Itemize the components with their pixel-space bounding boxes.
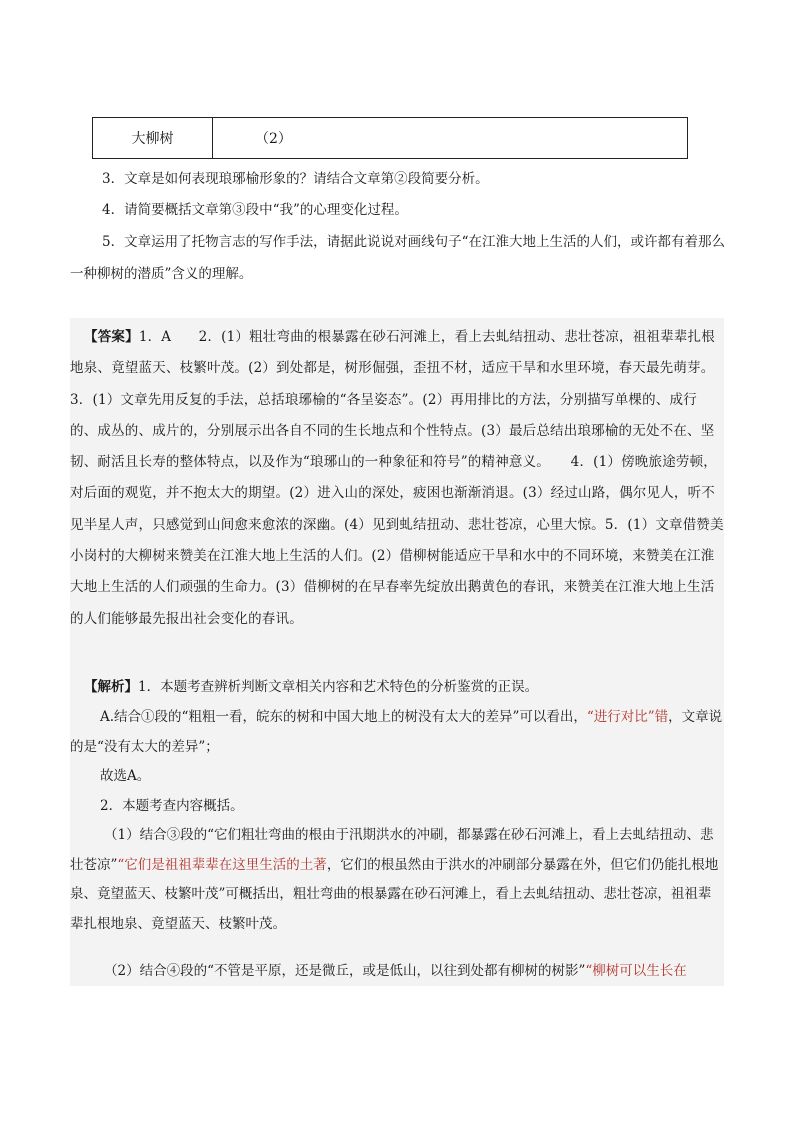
analysis-p2-text: （2）结合④段的“不管是平原，还是微丘，或是低山，以往到处都有柳树的树影”	[104, 963, 586, 979]
analysis-p2-highlight: “柳树可以生长在	[585, 963, 687, 979]
answer-text: 1．A 2．(1）粗壮弯曲的根暴露在砂石河滩上，看上去虬结扭动、悲壮苍凉，祖祖辈辈扎根地泉、竟望蓝天、枝繁叶茂。(2）到处都是，树形倔强，歪扭不材，适应干旱和水里环境，春天最先萌芽。 3．(1）文章先用反复的手法，总括琅琊榆的“各呈姿态”。(2）再用排比的方法，分别描写单棵的、成行的、成丛的、成片的，分别展示出各自不同的生长地点和个性特点。(3）最后总结出琅琊榆的无处不在、坚韧、耐活且长寿的整体特点，以及作为“琅琊山的一种象征和符号”的精神意义。 4．(1）傍晚旅途劳顿，对后面的观览，并不抱太大的期望。(2）进入山的深处，疲困也渐渐消退。(3）经过山路，偶尔见人，听不见半星人声，只感觉到山间愈来愈浓的深幽。(4）见到虬结扭动、悲壮苍凉，心里大惊。5．(1）文章借赞美小岗村的大柳树来赞美在江淮大地上生活的人们。(2）借柳树能适应干旱和水中的不同环境，来赞美在江淮大地上生活的人们顽强的生命力。(3）借柳树的在早春率先绽放出鹅黄色的春讯，来赞美在江淮大地上生活的人们能够最先报出社会变化的春讯。	[70, 329, 736, 627]
analysis-a-text-2: ，文章说的是“没有太大的差异”；	[70, 709, 723, 755]
analysis-p1-highlight: “它们是祖祖辈辈在这里生活的土著	[117, 856, 327, 873]
analysis-q2-point-2	[70, 957, 724, 987]
analysis-intro: 1．本题考查辨析判断文章相关内容和艺术特色的分析鉴赏的正误。	[138, 679, 539, 695]
analysis-q2-intro: 2．本题考查内容概括。	[100, 798, 244, 814]
analysis-p1-text: （1）结合③段的“它们粗壮弯曲的根由于汛期洪水的冲刷，都暴露在砂石河滩上，看上去虬结扭动、悲壮苍凉”	[70, 827, 714, 873]
question-5: 5．文章运用了托物言志的写作手法，请据此说说对画线句子“在江淮大地上生活的人们，或许都有着那么一种柳树的潜质”含义的理解。	[70, 234, 725, 282]
question-3: 3．文章是如何表现琅琊榆形象的？请结合文章第②段简要分析。	[102, 171, 489, 187]
analysis-option-a	[70, 703, 724, 762]
question-4: 4．请简要概括文章第③段中“我”的心理变化过程。	[102, 202, 408, 218]
analysis-p1-text-2: ，它们的根虽然由于洪水的冲刷部分暴露在外，但它们仍能扎根地泉、竟望蓝天、枝繁叶茂”可概括出，粗壮弯曲的根暴露在砂石河滩上，看上去虬结扭动、悲壮苍凉，祖祖辈辈扎根地泉、竟望蓝天、枝繁叶茂。	[70, 856, 719, 932]
analysis-choice: 故选A。	[100, 768, 151, 784]
analysis-a-highlight: “进行对比”错	[586, 709, 669, 725]
answer-label: 【答案】	[84, 329, 139, 345]
analysis-q2-point-1	[70, 821, 724, 939]
table-cell-name: 大柳树	[93, 118, 213, 158]
analysis-a-text: A.结合①段的“粗粗一看，皖东的树和中国大地上的树没有太大的差异”可以看出，	[100, 709, 587, 725]
analysis-label: 【解析】	[84, 679, 138, 695]
table-cell-answer: （2）	[255, 131, 292, 147]
analysis-heading	[70, 673, 724, 703]
info-table	[92, 117, 688, 159]
answer-block	[70, 322, 736, 635]
